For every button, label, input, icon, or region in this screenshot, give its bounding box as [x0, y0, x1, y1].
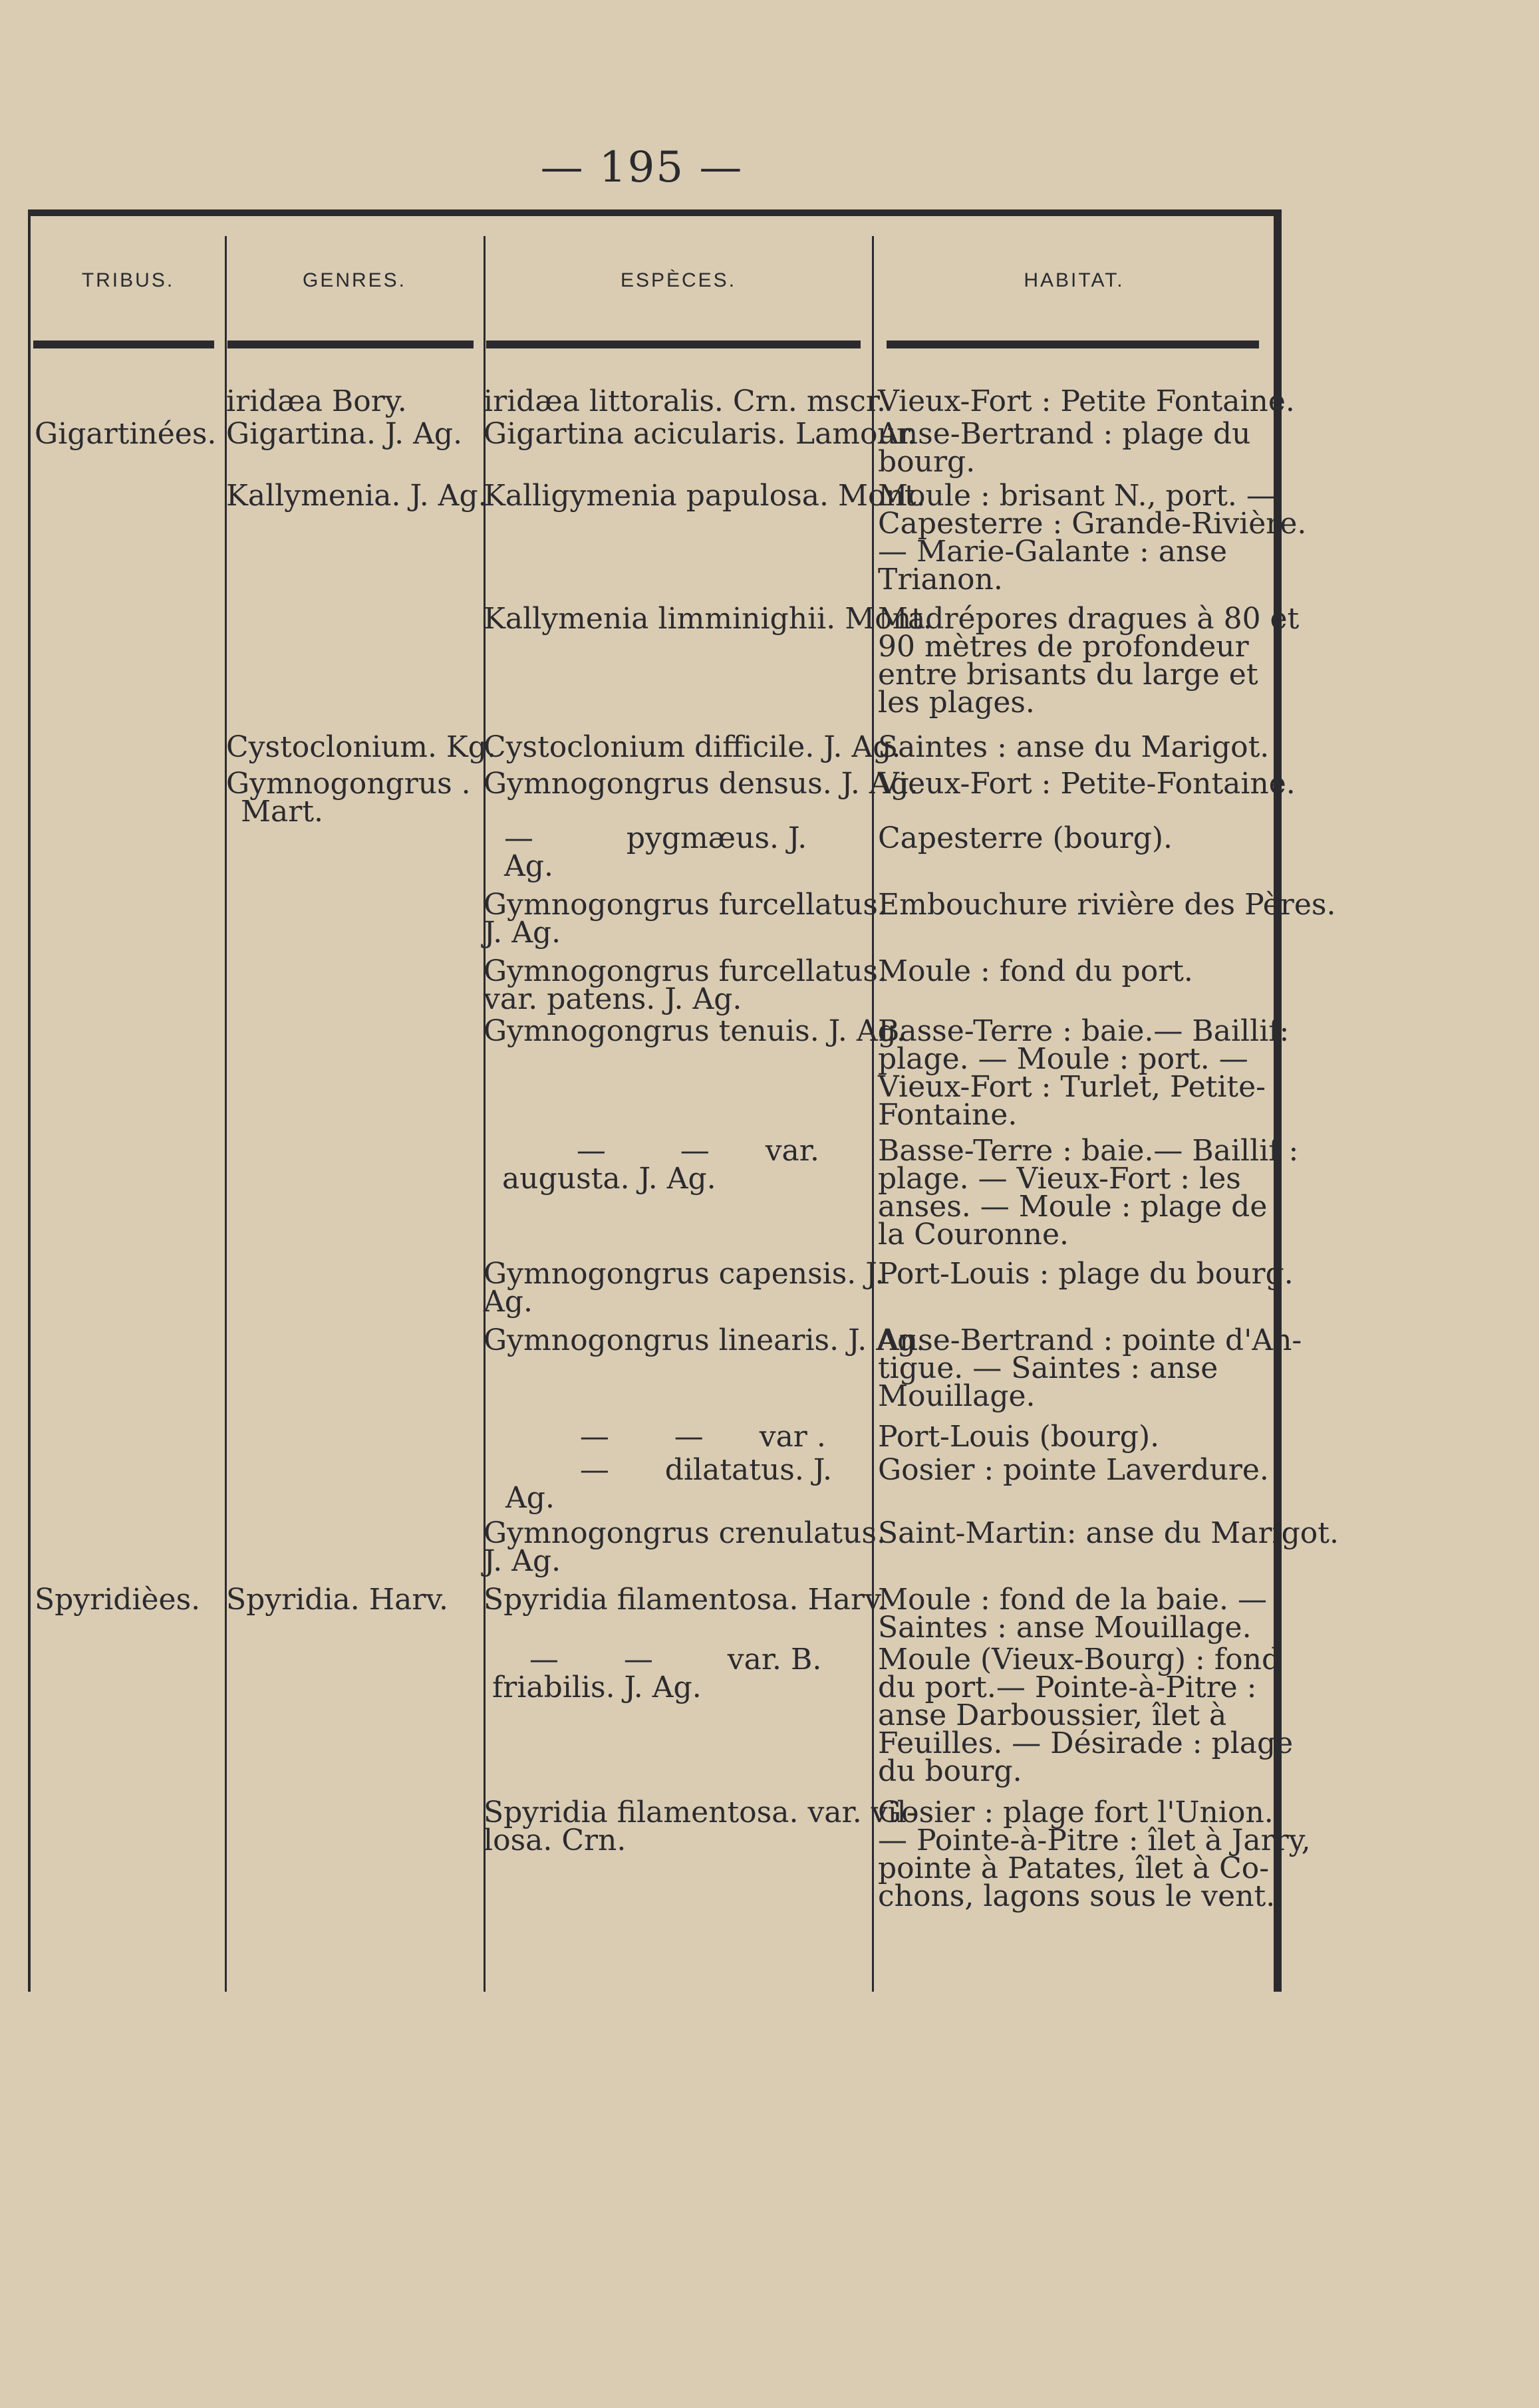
genre-gigartina: Gigartina. J. Ag. — [226, 417, 463, 451]
species: Gymnogongrus furcellatus. J. Ag. — [484, 888, 887, 950]
species: Kalligymenia papulosa. Mont. — [484, 479, 926, 513]
genre-kallymenia: Kallymenia. J. Ag. — [226, 479, 488, 513]
species: — dilatatus. J. Ag. — [505, 1453, 833, 1515]
habitat: Moule : brisant N., port. — Capesterre : Grande-Rivière. — Marie-Galante : anse Trianon. — [878, 479, 1307, 597]
page-number: — 195 — — [540, 143, 744, 192]
habitat: Gosier : plage fort l'Union. — Pointe-à-Pitre : îlet à Jarry, pointe à Patates, îlet à Co- chons, lagons sous le vent. — [878, 1796, 1311, 1913]
header-habitat: HABITAT. — [1024, 269, 1125, 291]
habitat: Madrépores dragues à 80 et 90 mètres de profondeur entre brisants du large et les plages. — [878, 602, 1300, 720]
species: Gymnogongrus linearis. J. Ag. — [484, 1323, 926, 1357]
habitat: Capesterre (bourg). — [878, 821, 1173, 855]
species: — — var. augusta. J. Ag. — [502, 1134, 819, 1196]
genre-cystoclonium: Cystoclonium. Kg. — [226, 730, 496, 764]
tribus-gigartinees: Gigartinées. — [35, 417, 217, 451]
header-rule — [227, 340, 474, 348]
species: Gigartina acicularis. Lamour. — [484, 417, 917, 451]
habitat: Embouchure rivière des Pères. — [878, 888, 1336, 922]
header-tribus: TRIBUS. — [81, 269, 175, 291]
species: Cystoclonium difficile. J. Ag. — [484, 730, 901, 764]
habitat: Saint-Martin: anse du Marigot. — [878, 1516, 1339, 1550]
habitat: Moule : fond du port. — [878, 954, 1193, 988]
species: — — var . — [505, 1420, 826, 1454]
habitat: Basse-Terre : baie.— Baillif: plage. — Moule : port. — Vieux-Fort : Turlet, Petite- Fontaine. — [878, 1014, 1290, 1132]
habitat: Saintes : anse du Marigot. — [878, 730, 1270, 764]
species: iridæa littoralis. Crn. mscr. — [484, 384, 887, 418]
genre-gymnogongrus-author: Mart. — [241, 795, 323, 829]
header-genres: GENRES. — [302, 269, 407, 291]
genre-spyridia: Spyridia. Harv. — [226, 1583, 448, 1617]
species: Kallymenia limminighii. Mont. — [484, 602, 932, 636]
header-rule — [887, 340, 1259, 348]
habitat: Moule : fond de la baie. — Saintes : anse Mouillage. — [878, 1583, 1268, 1645]
species: Gymnogongrus crenulatus. J. Ag. — [484, 1516, 886, 1578]
species: Gymnogongrus densus. J. Ag. — [484, 767, 918, 801]
header-rule — [486, 340, 861, 348]
species: Spyridia filamentosa. var. vil- losa. Crn. — [484, 1796, 916, 1857]
habitat: Port-Louis : plage du bourg. — [878, 1257, 1294, 1291]
habitat: Vieux-Fort : Petite-Fontaine. — [878, 767, 1296, 801]
habitat: Anse-Bertrand : pointe d'An- tigue. — Saintes : anse Mouillage. — [878, 1323, 1302, 1413]
species: — — var. B. friabilis. J. Ag. — [492, 1643, 822, 1704]
habitat: Vieux-Fort : Petite Fontaine. — [878, 384, 1295, 418]
genre-iridaea: iridæa Bory. — [226, 384, 407, 418]
habitat: Port-Louis (bourg). — [878, 1420, 1160, 1454]
header-especes: ESPÈCES. — [620, 269, 737, 291]
genre-gymnogongrus: Gymnogongrus . — [226, 767, 471, 801]
habitat: Anse-Bertrand : plage du bourg. — [878, 417, 1251, 479]
species: — pygmæus. J. Ag. — [504, 821, 807, 883]
habitat: Moule (Vieux-Bourg) : fond du port.— Pointe-à-Pitre : anse Darboussier, îlet à Feuilles. — Désirade : plage du bourg. — [878, 1643, 1294, 1788]
habitat: Gosier : pointe Laverdure. — [878, 1453, 1269, 1487]
species: Gymnogongrus capensis. J. Ag. — [484, 1257, 885, 1319]
species: Spyridia filamentosa. Harv. — [484, 1583, 887, 1617]
habitat: Basse-Terre : baie.— Baillif : plage. — Vieux-Fort : les anses. — Moule : plage de la Couronne. — [878, 1134, 1299, 1252]
header-rule — [33, 340, 214, 348]
species: Gymnogongrus tenuis. J. Ag. — [484, 1014, 906, 1048]
tribus-spyridiees: Spyridièes. — [35, 1583, 201, 1617]
species: Gymnogongrus furcellatus. var. patens. J. Ag. — [484, 954, 887, 1016]
